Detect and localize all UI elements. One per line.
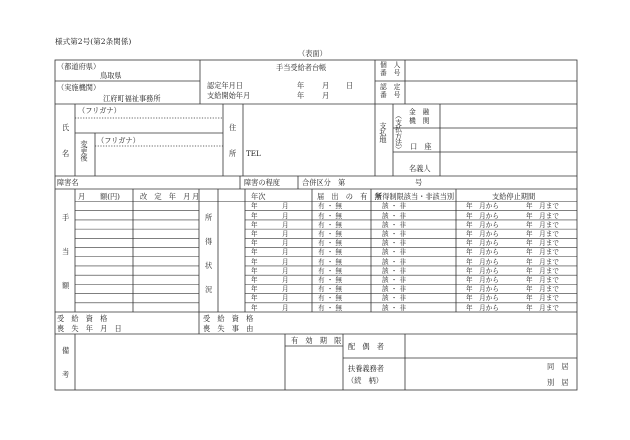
- address-label-1: 住: [229, 123, 237, 132]
- income-row-year: 年: [251, 202, 258, 211]
- form-side-label: （表面）: [298, 49, 327, 58]
- income-row-yesno: 有 ・ 無: [318, 275, 342, 284]
- income-row-until: 年 月まで: [526, 303, 559, 312]
- income-row-from: 年 月から: [466, 220, 499, 229]
- form-style-number: 様式第2号(第2条関係): [55, 37, 132, 46]
- income-row-until: 年 月まで: [526, 220, 559, 229]
- changed-name-label: 変更後: [80, 140, 89, 162]
- income-row-applicable: 該 ・ 非: [382, 239, 406, 248]
- allowance-side-3: 額: [62, 281, 70, 290]
- income-row-until: 年 月まで: [526, 294, 559, 303]
- income-row-until: 年 月まで: [526, 266, 559, 275]
- income-row-month: 月: [282, 266, 289, 275]
- income-row-year: 年: [251, 239, 258, 248]
- income-row-month: 月: [282, 239, 289, 248]
- remarks-label-2: 考: [62, 370, 70, 379]
- cohabit-label: 同 居: [547, 362, 569, 371]
- income-row-until: 年 月まで: [526, 239, 559, 248]
- merge-class-label: 合併区分: [302, 178, 331, 187]
- income-row-month: 月: [282, 303, 289, 312]
- start-year: 年: [297, 91, 305, 100]
- income-row-from: 年 月から: [466, 211, 499, 220]
- income-side-3: 状: [205, 261, 213, 270]
- income-row-month: 月: [282, 275, 289, 284]
- cert-number-label: 認 定 番 号: [380, 83, 408, 99]
- allowance-revision-col: 改 定 年 月: [140, 192, 191, 201]
- validity-label: 有 効 期 限: [291, 336, 342, 345]
- cert-year: 年: [297, 81, 305, 90]
- income-row-month: 月: [282, 220, 289, 229]
- income-row-yesno: 有 ・ 無: [318, 285, 342, 294]
- income-row-month: 月: [282, 257, 289, 266]
- form-title: 手当受給者台帳: [276, 63, 327, 72]
- income-row-year: 年: [251, 248, 258, 257]
- income-row-applicable: 該 ・ 非: [382, 248, 406, 257]
- income-row-from: 年 月から: [466, 266, 499, 275]
- income-row-from: 年 月から: [466, 294, 499, 303]
- income-row-applicable: 該 ・ 非: [382, 275, 406, 284]
- income-row-yesno: 有 ・ 無: [318, 303, 342, 312]
- income-row-until: 年 月まで: [526, 229, 559, 238]
- remarks-label-1: 備: [62, 346, 70, 355]
- income-row-until: 年 月まで: [526, 275, 559, 284]
- income-row-yesno: 有 ・ 無: [318, 220, 342, 229]
- lost-reason-label-1: 受 給 資 格: [203, 314, 254, 323]
- lost-date-label-2: 喪 失 年 月 日: [57, 324, 122, 333]
- allowance-amount-col: 額(円): [100, 192, 120, 201]
- cert-month: 月: [322, 81, 330, 90]
- income-row-applicable: 該 ・ 非: [382, 294, 406, 303]
- income-row-year: 年: [251, 220, 258, 229]
- income-row-yesno: 有 ・ 無: [318, 294, 342, 303]
- allowance-month-col: 月: [78, 192, 86, 201]
- income-row-month: 月: [282, 248, 289, 257]
- allowance-revision-month: 月: [192, 192, 200, 201]
- prefecture-label: （都道府県）: [57, 62, 101, 71]
- name-label-2: 名: [62, 149, 70, 158]
- start-month: 月: [322, 91, 330, 100]
- income-row-from: 年 月から: [466, 202, 499, 211]
- income-row-applicable: 該 ・ 非: [382, 266, 406, 275]
- income-row-applicable: 該 ・ 非: [382, 229, 406, 238]
- lost-date-label-1: 受 給 資 格: [57, 314, 108, 323]
- furigana-label-changed: （フリガナ）: [97, 136, 140, 145]
- income-dependents-col: 届 出 の 有 無: [317, 192, 382, 201]
- income-row-applicable: 該 ・ 非: [382, 220, 406, 229]
- income-row-from: 年 月から: [466, 239, 499, 248]
- income-row-year: 年: [251, 294, 258, 303]
- income-row-month: 月: [282, 229, 289, 238]
- income-row-until: 年 月まで: [526, 248, 559, 257]
- income-row-month: 月: [282, 211, 289, 220]
- income-row-from: 年 月から: [466, 285, 499, 294]
- income-row-yesno: 有 ・ 無: [318, 266, 342, 275]
- cert-date-label: 認定年月日: [207, 81, 243, 90]
- prefecture-value: 鳥取県: [100, 71, 122, 80]
- income-row-from: 年 月から: [466, 303, 499, 312]
- income-row-applicable: 該 ・ 非: [382, 202, 406, 211]
- income-row-year: 年: [251, 266, 258, 275]
- income-row-yesno: 有 ・ 無: [318, 248, 342, 257]
- income-row-yesno: 有 ・ 無: [318, 229, 342, 238]
- income-row-from: 年 月から: [466, 229, 499, 238]
- income-row-from: 年 月から: [466, 275, 499, 284]
- income-row-from: 年 月から: [466, 257, 499, 266]
- income-row-year: 年: [251, 275, 258, 284]
- dependents-label: 扶養義務者: [348, 364, 384, 373]
- income-row-applicable: 該 ・ 非: [382, 285, 406, 294]
- lost-reason-label-2: 喪 失 事 由: [203, 324, 254, 333]
- income-side-1: 所: [205, 213, 213, 222]
- income-row-month: 月: [282, 285, 289, 294]
- income-row-until: 年 月まで: [526, 211, 559, 220]
- disability-name-label: 障害名: [57, 178, 79, 187]
- income-row-until: 年 月まで: [526, 202, 559, 211]
- income-row-applicable: 該 ・ 非: [382, 211, 406, 220]
- income-row-yesno: 有 ・ 無: [318, 202, 342, 211]
- income-suspension-col: 支給停止期間: [492, 192, 536, 201]
- income-row-year: 年: [251, 229, 258, 238]
- allowance-side-2: 当: [62, 247, 70, 256]
- income-limit-col: 所得制限該当・非該当別: [375, 192, 455, 201]
- account-label: 口 座: [410, 142, 432, 151]
- income-row-year: 年: [251, 211, 258, 220]
- holder-label: 名義人: [409, 164, 431, 173]
- institution-label: （実施機関）: [57, 83, 101, 92]
- merge-no-1: 第: [338, 178, 346, 187]
- relation-label: （続 柄）: [347, 376, 383, 385]
- income-row-until: 年 月まで: [526, 285, 559, 294]
- disability-degree-label: 障害の程度: [244, 178, 280, 187]
- income-year-col: 年次: [251, 192, 266, 201]
- income-row-applicable: 該 ・ 非: [382, 257, 406, 266]
- furigana-label: （フリガナ）: [78, 106, 121, 115]
- payment-location-label: 支払地: [379, 122, 388, 144]
- income-side-4: 況: [205, 285, 213, 294]
- income-row-year: 年: [251, 257, 258, 266]
- income-row-year: 年: [251, 303, 258, 312]
- tel-label: TEL: [246, 149, 261, 158]
- start-date-label: 支給開始年月: [207, 91, 251, 100]
- personal-number-label: 個 人 番 号: [380, 61, 408, 77]
- income-row-until: 年 月まで: [526, 257, 559, 266]
- allowance-side-1: 手: [62, 213, 70, 222]
- income-row-yesno: 有 ・ 無: [318, 239, 342, 248]
- income-row-yesno: 有 ・ 無: [318, 211, 342, 220]
- cert-day: 日: [346, 81, 354, 90]
- payment-method-label: （支払方法）: [393, 112, 402, 153]
- bank-label: 金 融 機 関: [409, 108, 437, 125]
- income-row-year: 年: [251, 285, 258, 294]
- income-row-month: 月: [282, 294, 289, 303]
- income-row-month: 月: [282, 202, 289, 211]
- institution-value: 江府町福祉事務所: [103, 94, 161, 103]
- spouse-label: 配 偶 者: [348, 342, 384, 351]
- income-row-applicable: 該 ・ 非: [382, 303, 406, 312]
- separate-label: 別 居: [547, 378, 569, 387]
- merge-no-2: 号: [415, 178, 423, 187]
- income-row-yesno: 有 ・ 無: [318, 257, 342, 266]
- name-label-1: 氏: [62, 123, 70, 132]
- income-row-from: 年 月から: [466, 248, 499, 257]
- income-side-2: 得: [205, 237, 213, 246]
- address-label-2: 所: [229, 149, 237, 158]
